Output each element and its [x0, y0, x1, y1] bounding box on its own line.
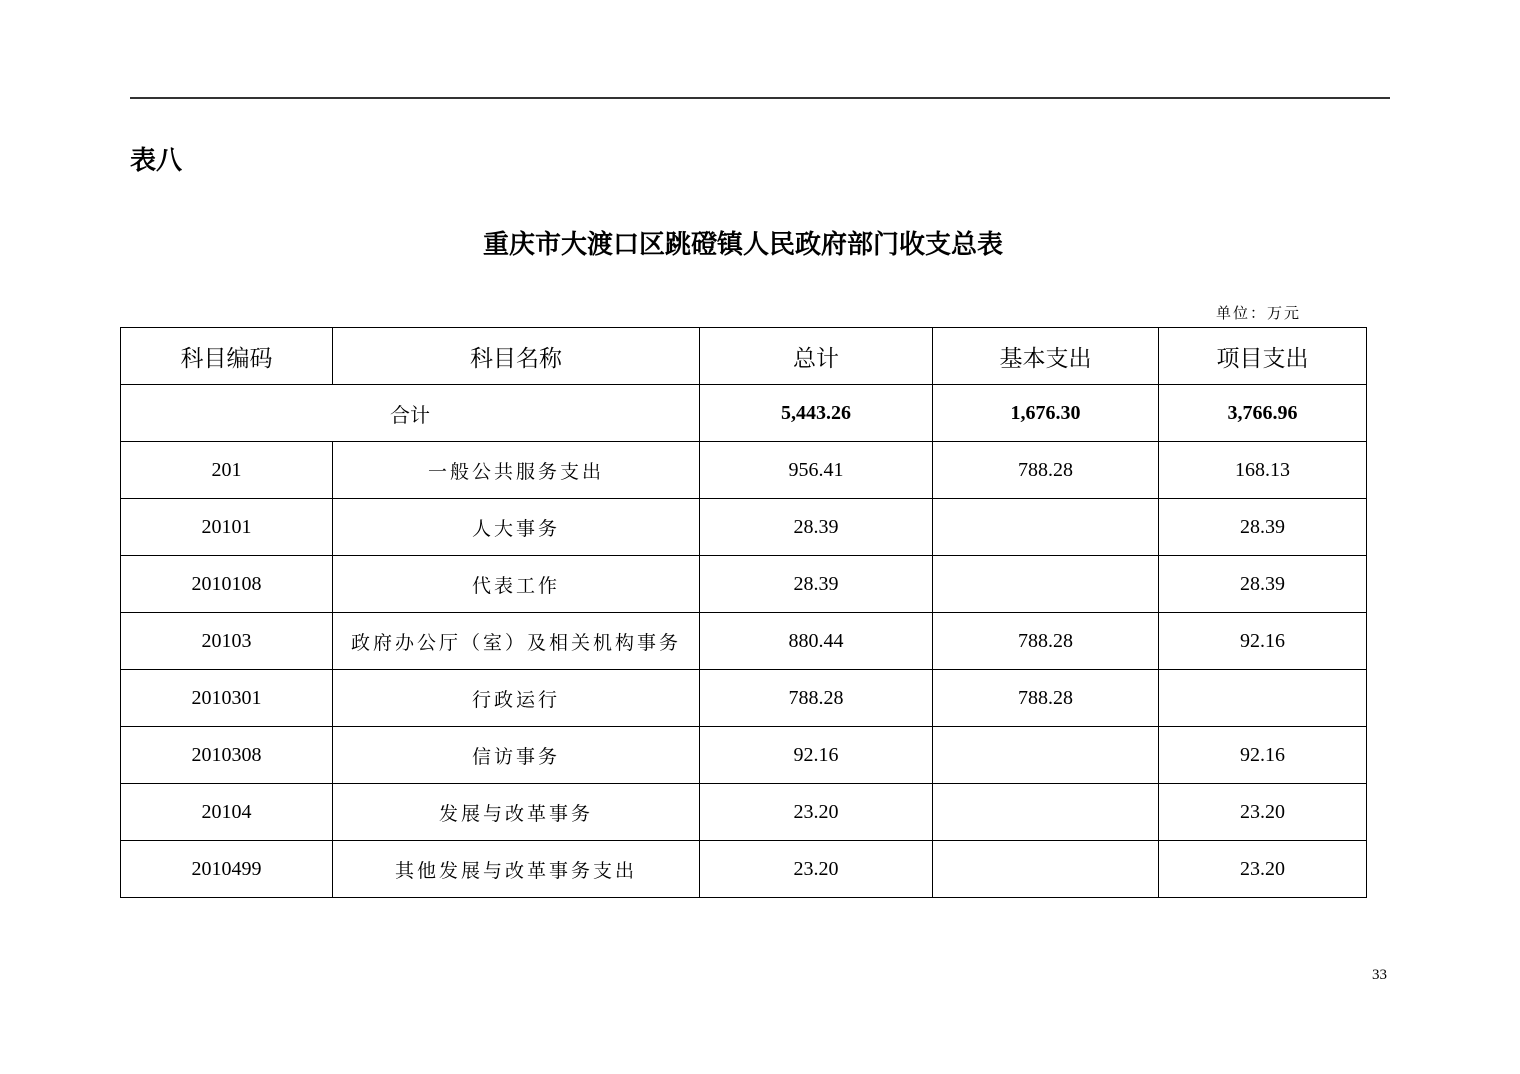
row-project: 28.39	[1159, 556, 1367, 613]
row-code: 2010499	[121, 841, 333, 898]
header-row	[121, 328, 1367, 385]
row-total: 28.39	[700, 556, 933, 613]
row-project: 168.13	[1159, 442, 1367, 499]
row-code: 201	[121, 442, 333, 499]
row-total: 788.28	[700, 670, 933, 727]
row-name: 信访事务	[333, 727, 700, 784]
unit-label: 单位：万元	[1216, 304, 1302, 322]
row-basic	[933, 727, 1159, 784]
row-total: 28.39	[700, 499, 933, 556]
row-code: 20101	[121, 499, 333, 556]
row-name: 代表工作	[333, 556, 700, 613]
table-row	[121, 556, 1367, 613]
row-project: 92.16	[1159, 727, 1367, 784]
row-total: 956.41	[700, 442, 933, 499]
total-total: 5,443.26	[700, 385, 933, 442]
row-basic: 788.28	[933, 670, 1159, 727]
row-code: 2010301	[121, 670, 333, 727]
header-total: 总计	[700, 328, 933, 385]
row-basic: 788.28	[933, 442, 1159, 499]
row-name: 其他发展与改革事务支出	[333, 841, 700, 898]
row-total: 92.16	[700, 727, 933, 784]
header-rule	[130, 97, 1390, 99]
row-code: 2010308	[121, 727, 333, 784]
row-basic: 788.28	[933, 613, 1159, 670]
row-code: 20104	[121, 784, 333, 841]
row-project	[1159, 670, 1367, 727]
row-name: 发展与改革事务	[333, 784, 700, 841]
row-code: 2010108	[121, 556, 333, 613]
table-row	[121, 784, 1367, 841]
table-row	[121, 670, 1367, 727]
row-name: 一般公共服务支出	[333, 442, 700, 499]
table-row	[121, 499, 1367, 556]
row-name: 人大事务	[333, 499, 700, 556]
row-total: 880.44	[700, 613, 933, 670]
row-name: 政府办公厅（室）及相关机构事务	[333, 613, 700, 670]
header-code: 科目编码	[121, 328, 333, 385]
table-row	[121, 727, 1367, 784]
row-project: 23.20	[1159, 841, 1367, 898]
row-basic	[933, 556, 1159, 613]
total-row	[121, 385, 1367, 442]
header-name: 科目名称	[333, 328, 700, 385]
row-project: 28.39	[1159, 499, 1367, 556]
row-project: 92.16	[1159, 613, 1367, 670]
table-row	[121, 613, 1367, 670]
row-name: 行政运行	[333, 670, 700, 727]
page-number: 33	[1372, 967, 1387, 983]
header-basic: 基本支出	[933, 328, 1159, 385]
budget-table	[120, 327, 1367, 898]
row-basic	[933, 499, 1159, 556]
row-total: 23.20	[700, 841, 933, 898]
row-basic	[933, 841, 1159, 898]
total-project: 3,766.96	[1159, 385, 1367, 442]
row-total: 23.20	[700, 784, 933, 841]
total-basic: 1,676.30	[933, 385, 1159, 442]
table-label: 表八	[130, 146, 183, 176]
header-project: 项目支出	[1159, 328, 1367, 385]
row-code: 20103	[121, 613, 333, 670]
total-label: 合计	[121, 385, 700, 442]
table-row	[121, 442, 1367, 499]
table-row	[121, 841, 1367, 898]
document-title: 重庆市大渡口区跳磴镇人民政府部门收支总表	[482, 230, 1003, 260]
row-project: 23.20	[1159, 784, 1367, 841]
row-basic	[933, 784, 1159, 841]
